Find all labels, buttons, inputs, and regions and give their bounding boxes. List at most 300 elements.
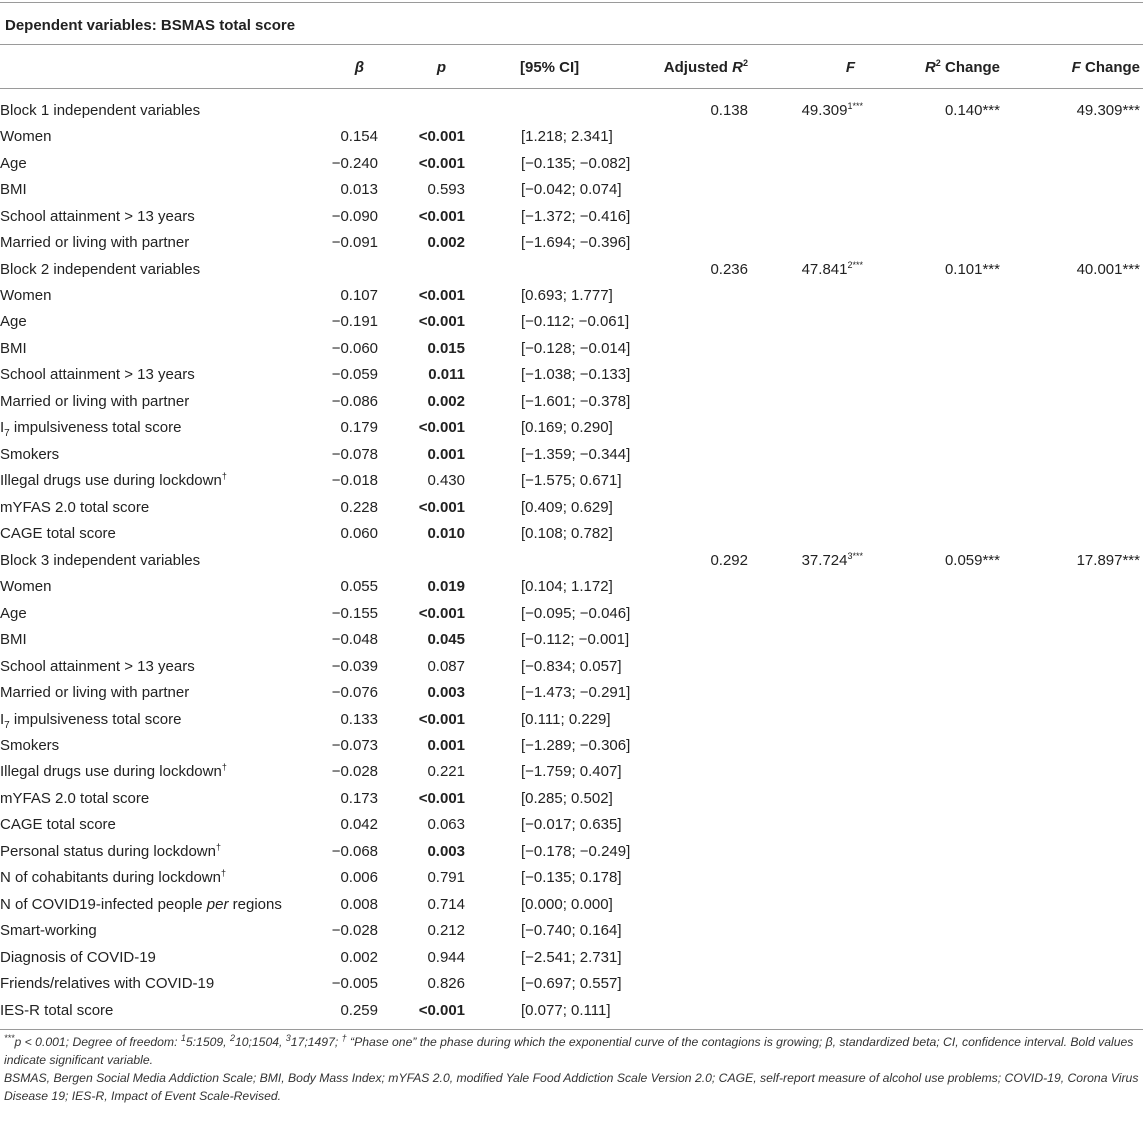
f-change-cell: [1000, 282, 1143, 308]
footnote-dagger: †: [341, 1032, 347, 1043]
row-label-cell: [0, 732, 295, 758]
header-f: F: [845, 59, 855, 76]
beta-cell: −0.191: [331, 313, 378, 331]
p-cell: 0.221: [427, 763, 465, 781]
footnote-significance: [4, 1033, 1140, 1069]
f-change-cell: [1000, 970, 1143, 996]
f-cell: [748, 468, 863, 494]
ci-cell: [0.111; 0.229]: [521, 710, 611, 728]
f-change-cell: [1000, 600, 1143, 626]
row-label-cell: [0, 626, 295, 652]
beta-cell: 0.042: [340, 816, 378, 834]
row-label: School attainment > 13 years: [0, 657, 195, 675]
table-row: [0, 679, 1143, 705]
adjusted-r2-cell: [640, 812, 748, 838]
row-label: IES-R total score: [0, 1001, 114, 1019]
f-cell: [748, 203, 863, 229]
row-label-cell: [0, 785, 295, 811]
row-label-cell: [0, 706, 295, 732]
title-rule: [0, 44, 1143, 45]
table-row: [0, 838, 1143, 864]
row-label: Women: [0, 578, 52, 596]
f-cell: [748, 944, 863, 970]
f-cell: [748, 706, 863, 732]
row-label-cell: [0, 891, 295, 917]
p-cell: [380, 97, 468, 123]
r2-change-cell: [863, 679, 1000, 705]
r2-change-cell: [863, 415, 1000, 441]
adjusted-r2-cell: [640, 362, 748, 388]
p-cell: 0.001: [427, 445, 465, 463]
r2-change-cell: [863, 759, 1000, 785]
r2-change-cell: 0.059***: [944, 551, 1000, 569]
r2-change-cell: [863, 785, 1000, 811]
row-label-cell: [0, 600, 295, 626]
row-label-cell: [0, 282, 295, 308]
f-change-cell: [1000, 891, 1143, 917]
adjusted-r2-cell: [640, 679, 748, 705]
adjusted-r2-cell: [640, 282, 748, 308]
f-cell: [748, 970, 863, 996]
f-cell: [748, 653, 863, 679]
footnote-df3-sup: 3: [285, 1032, 291, 1043]
f-cell: [748, 547, 863, 573]
table-row: [0, 812, 1143, 838]
row-label-cell: [0, 256, 295, 282]
adjusted-r2-cell: [640, 838, 748, 864]
p-cell: <0.001: [418, 710, 465, 728]
f-change-cell: [1000, 309, 1143, 335]
f-change-cell: [1000, 706, 1143, 732]
row-label: Married or living with partner: [0, 392, 190, 410]
f-sup: 3***: [847, 550, 863, 561]
r2-change-cell: [863, 600, 1000, 626]
beta-cell: 0.154: [340, 128, 378, 146]
f-value: 49.309: [801, 101, 848, 119]
f-cell: [748, 309, 863, 335]
row-label: Married or living with partner: [0, 234, 190, 252]
ci-cell: [−1.575; 0.671]: [521, 472, 622, 490]
ci-cell: [0.077; 0.111]: [521, 1001, 611, 1019]
f-cell: [748, 891, 863, 917]
footnote-part2: “Phase one” the phase during which the exponential curve of the contagions is growing; β, standardized beta; CI, confidence interval. Bold values indicate significant variable.: [4, 1035, 1134, 1067]
r2-change-cell: [863, 441, 1000, 467]
p-cell: 0.212: [427, 922, 465, 940]
r2-change-cell: 0.140***: [944, 101, 1000, 119]
table-body: [0, 97, 1143, 1023]
adjusted-r2-cell: [640, 759, 748, 785]
beta-cell: −0.039: [331, 657, 378, 675]
f-change-cell: [1000, 865, 1143, 891]
f-change-cell: [1000, 229, 1143, 255]
ci-cell: [1.218; 2.341]: [521, 128, 613, 146]
table-row: [0, 891, 1143, 917]
r2-change-cell: [863, 176, 1000, 202]
ci-cell: [−0.112; −0.061]: [521, 313, 630, 331]
p-cell: 0.791: [427, 869, 465, 887]
f-cell: [748, 282, 863, 308]
beta-cell: 0.133: [340, 710, 378, 728]
adjusted-r2-cell: [640, 388, 748, 414]
r2-change-cell: [863, 812, 1000, 838]
f-change-cell: [1000, 679, 1143, 705]
p-cell: <0.001: [418, 604, 465, 622]
ci-cell: [468, 97, 640, 123]
r2-change-cell: [863, 309, 1000, 335]
f-change-cell: [1000, 785, 1143, 811]
row-label-cell: [0, 176, 295, 202]
adjusted-r2-cell: 0.292: [710, 551, 748, 569]
beta-cell: 0.055: [340, 578, 378, 596]
table-row: [0, 759, 1143, 785]
header-p: p: [436, 59, 446, 76]
ci-cell: [0.169; 0.290]: [521, 419, 613, 437]
table-row: [0, 626, 1143, 652]
adjusted-r2-cell: [640, 785, 748, 811]
row-label: Women: [0, 128, 52, 146]
beta-cell: 0.179: [340, 419, 378, 437]
header-adjusted-text: Adjusted: [663, 59, 733, 76]
beta-cell: 0.008: [340, 895, 378, 913]
table-row: [0, 335, 1143, 361]
header-f-change: [1000, 53, 1143, 82]
f-change-cell: [1000, 203, 1143, 229]
f-sup: 2***: [847, 259, 863, 270]
adjusted-r2-cell: [640, 865, 748, 891]
f-cell: [748, 838, 863, 864]
f-change-cell: 40.001***: [1076, 260, 1140, 278]
r2-change-cell: [863, 203, 1000, 229]
row-label-italic: per: [206, 895, 229, 913]
f-change-cell: [1000, 732, 1143, 758]
f-change-cell: [1000, 759, 1143, 785]
table-row: [0, 494, 1143, 520]
row-label: mYFAS 2.0 total score: [0, 789, 150, 807]
f-value: 37.724: [801, 551, 848, 569]
row-label: Smokers: [0, 445, 60, 463]
row-label-dagger: †: [221, 762, 227, 773]
p-cell: 0.826: [427, 975, 465, 993]
adjusted-r2-cell: [640, 626, 748, 652]
f-cell: [748, 335, 863, 361]
r2-change-cell: [863, 653, 1000, 679]
ci-cell: [−0.112; −0.001]: [521, 631, 630, 649]
f-change-cell: [1000, 997, 1143, 1023]
header-fc-text: Change: [1080, 59, 1140, 76]
p-cell: <0.001: [418, 287, 465, 305]
p-cell: 0.001: [427, 736, 465, 754]
p-cell: <0.001: [418, 498, 465, 516]
table-row: [0, 229, 1143, 255]
table-row: [0, 256, 1143, 282]
row-label: Women: [0, 287, 52, 305]
row-label-cell: [0, 759, 295, 785]
beta-cell: [295, 547, 380, 573]
p-cell: <0.001: [418, 207, 465, 225]
table-row: [0, 918, 1143, 944]
table-row: [0, 521, 1143, 547]
beta-cell: 0.006: [340, 869, 378, 887]
adjusted-r2-cell: [640, 150, 748, 176]
ci-cell: [−0.697; 0.557]: [521, 975, 622, 993]
p-cell: 0.011: [428, 366, 465, 384]
row-label-cell: [0, 653, 295, 679]
row-label-cell: [0, 812, 295, 838]
ci-cell: [468, 547, 640, 573]
ci-cell: [−1.694; −0.396]: [521, 234, 631, 252]
f-change-cell: [1000, 653, 1143, 679]
r2-change-cell: [863, 732, 1000, 758]
beta-cell: −0.059: [331, 366, 378, 384]
table-row: [0, 547, 1143, 573]
r2-change-cell: [863, 573, 1000, 599]
adjusted-r2-cell: 0.138: [710, 101, 748, 119]
beta-cell: −0.086: [331, 392, 378, 410]
f-change-cell: [1000, 468, 1143, 494]
footnote-df1: 5:1509,: [185, 1035, 230, 1049]
adjusted-r2-cell: [640, 309, 748, 335]
ci-cell: [0.285; 0.502]: [521, 789, 613, 807]
f-cell: [748, 812, 863, 838]
table-row: [0, 362, 1143, 388]
footnote-df2: 10;1504,: [234, 1035, 286, 1049]
adjusted-r2-cell: [640, 203, 748, 229]
row-label-cell: [0, 123, 295, 149]
r2-change-cell: [863, 388, 1000, 414]
f-cell: [748, 150, 863, 176]
r2-change-cell: [863, 123, 1000, 149]
row-label-dagger: †: [221, 471, 227, 482]
r2-change-cell: [863, 468, 1000, 494]
f-sup: 1***: [847, 100, 863, 111]
f-cell: [748, 918, 863, 944]
row-label-cell: [0, 229, 295, 255]
row-label-cell: [0, 97, 295, 123]
adjusted-r2-cell: [640, 176, 748, 202]
f-change-cell: [1000, 918, 1143, 944]
ci-cell: [−0.095; −0.046]: [521, 604, 631, 622]
table-row: [0, 176, 1143, 202]
row-label: I: [0, 419, 5, 437]
table-row: [0, 732, 1143, 758]
beta-cell: −0.073: [331, 736, 378, 754]
p-cell: <0.001: [418, 313, 465, 331]
f-cell: [748, 626, 863, 652]
f-cell: [748, 997, 863, 1023]
beta-cell: −0.091: [331, 234, 378, 252]
r2-change-cell: [863, 626, 1000, 652]
row-label-cell: [0, 494, 295, 520]
r2-change-cell: [863, 362, 1000, 388]
footnote-p: p: [14, 1035, 22, 1049]
ci-cell: [−1.372; −0.416]: [521, 207, 631, 225]
header-adjusted-sup: 2: [742, 58, 748, 68]
f-change-cell: [1000, 335, 1143, 361]
row-label: Block 1 independent variables: [0, 101, 201, 119]
row-label: BMI: [0, 181, 27, 199]
adjusted-r2-cell: [640, 335, 748, 361]
f-change-cell: [1000, 176, 1143, 202]
adjusted-r2-cell: [640, 441, 748, 467]
adjusted-r2-cell: [640, 468, 748, 494]
header-beta: β: [354, 59, 364, 76]
beta-cell: −0.018: [331, 472, 378, 490]
p-cell: [380, 256, 468, 282]
row-label-after: impulsiveness total score: [9, 419, 182, 437]
header-adjusted-r2: [640, 53, 748, 82]
row-label: Friends/relatives with COVID-19: [0, 975, 215, 993]
row-label-cell: [0, 970, 295, 996]
row-label: BMI: [0, 339, 27, 357]
f-cell: [748, 573, 863, 599]
f-change-cell: [1000, 573, 1143, 599]
f-cell: [748, 176, 863, 202]
p-cell: 0.714: [427, 895, 465, 913]
p-cell: 0.430: [427, 472, 465, 490]
row-label: CAGE total score: [0, 525, 116, 543]
table-row: [0, 865, 1143, 891]
f-cell: [748, 388, 863, 414]
data-table: [0, 97, 1143, 1023]
footnote-df1-sup: 1: [180, 1032, 186, 1043]
header-rule: [0, 88, 1143, 89]
row-label: Age: [0, 604, 27, 622]
adjusted-r2-cell: [640, 891, 748, 917]
adjusted-r2-cell: [640, 229, 748, 255]
p-cell: <0.001: [418, 128, 465, 146]
row-label: Smart-working: [0, 922, 97, 940]
f-cell: [748, 600, 863, 626]
table-row: [0, 123, 1143, 149]
beta-cell: −0.078: [331, 445, 378, 463]
ci-cell: [−0.834; 0.057]: [521, 657, 622, 675]
row-label-cell: [0, 573, 295, 599]
ci-cell: [−0.042; 0.074]: [521, 181, 622, 199]
p-cell: 0.015: [427, 339, 465, 357]
row-label-dagger: †: [215, 841, 221, 852]
beta-cell: −0.155: [331, 604, 378, 622]
ci-cell: [0.104; 1.172]: [521, 578, 613, 596]
row-label: Block 2 independent variables: [0, 260, 201, 278]
f-change-cell: [1000, 812, 1143, 838]
p-cell: 0.593: [427, 181, 465, 199]
r2-change-cell: [863, 521, 1000, 547]
beta-cell: −0.090: [331, 207, 378, 225]
row-label: N of COVID19-infected people: [0, 895, 207, 913]
f-cell: [748, 229, 863, 255]
ci-cell: [0.693; 1.777]: [521, 287, 613, 305]
ci-cell: [−0.178; −0.249]: [521, 842, 631, 860]
table-row: [0, 653, 1143, 679]
adjusted-r2-cell: [640, 997, 748, 1023]
p-cell: 0.003: [427, 684, 465, 702]
r2-change-cell: [863, 865, 1000, 891]
row-label: Smokers: [0, 736, 60, 754]
p-cell: 0.087: [427, 657, 465, 675]
row-label: Age: [0, 313, 27, 331]
ci-cell: [−0.740; 0.164]: [521, 922, 622, 940]
f-change-cell: [1000, 150, 1143, 176]
f-change-cell: [1000, 123, 1143, 149]
header-r2c-text: Change: [940, 59, 1000, 76]
f-cell: [748, 97, 863, 123]
beta-cell: −0.240: [331, 154, 378, 172]
f-change-cell: [1000, 415, 1143, 441]
f-cell: [748, 362, 863, 388]
table-row: [0, 441, 1143, 467]
row-label-cell: [0, 521, 295, 547]
p-cell: 0.010: [427, 525, 465, 543]
table-row: [0, 600, 1143, 626]
f-cell: [748, 759, 863, 785]
beta-cell: −0.068: [331, 842, 378, 860]
header-r2c-r: R: [924, 59, 936, 76]
p-cell: 0.002: [427, 392, 465, 410]
adjusted-r2-cell: [640, 494, 748, 520]
r2-change-cell: [863, 970, 1000, 996]
beta-cell: [295, 256, 380, 282]
row-label-sub: 7: [4, 719, 10, 731]
f-cell: [748, 732, 863, 758]
p-cell: 0.045: [427, 631, 465, 649]
row-label-cell: [0, 388, 295, 414]
p-cell: 0.944: [427, 948, 465, 966]
f-cell: [748, 679, 863, 705]
table-row: [0, 309, 1143, 335]
p-cell: 0.002: [427, 234, 465, 252]
row-label-cell: [0, 203, 295, 229]
beta-cell: −0.060: [331, 339, 378, 357]
ci-cell: [0.409; 0.629]: [521, 498, 613, 516]
ci-cell: [468, 256, 640, 282]
r2-change-cell: [863, 706, 1000, 732]
beta-cell: −0.028: [331, 922, 378, 940]
row-label-after: impulsiveness total score: [9, 710, 182, 728]
f-value: 47.841: [801, 260, 848, 278]
row-label: Diagnosis of COVID-19: [0, 948, 156, 966]
beta-cell: −0.048: [331, 631, 378, 649]
row-label: BMI: [0, 631, 27, 649]
p-cell: <0.001: [418, 789, 465, 807]
table-row: [0, 944, 1143, 970]
f-change-cell: [1000, 388, 1143, 414]
adjusted-r2-cell: [640, 706, 748, 732]
adjusted-r2-cell: [640, 653, 748, 679]
beta-cell: −0.005: [331, 975, 378, 993]
footnote-abbreviations: [4, 1069, 1140, 1105]
table-row: [0, 282, 1143, 308]
f-cell: [748, 865, 863, 891]
f-cell: [748, 785, 863, 811]
p-cell: <0.001: [418, 419, 465, 437]
row-label-cell: [0, 944, 295, 970]
beta-cell: 0.228: [340, 498, 378, 516]
row-label-cell: [0, 441, 295, 467]
table-footnote: [4, 1033, 1140, 1105]
adjusted-r2-cell: [640, 123, 748, 149]
row-label-cell: [0, 335, 295, 361]
ci-cell: [−1.038; −0.133]: [521, 366, 631, 384]
row-label-cell: [0, 865, 295, 891]
p-cell: 0.003: [427, 842, 465, 860]
r2-change-cell: [863, 494, 1000, 520]
adjusted-r2-cell: [640, 415, 748, 441]
r2-change-cell: [863, 838, 1000, 864]
header-variable: [0, 53, 295, 82]
p-cell: <0.001: [418, 1001, 465, 1019]
row-label: School attainment > 13 years: [0, 207, 195, 225]
row-label: I: [0, 710, 5, 728]
